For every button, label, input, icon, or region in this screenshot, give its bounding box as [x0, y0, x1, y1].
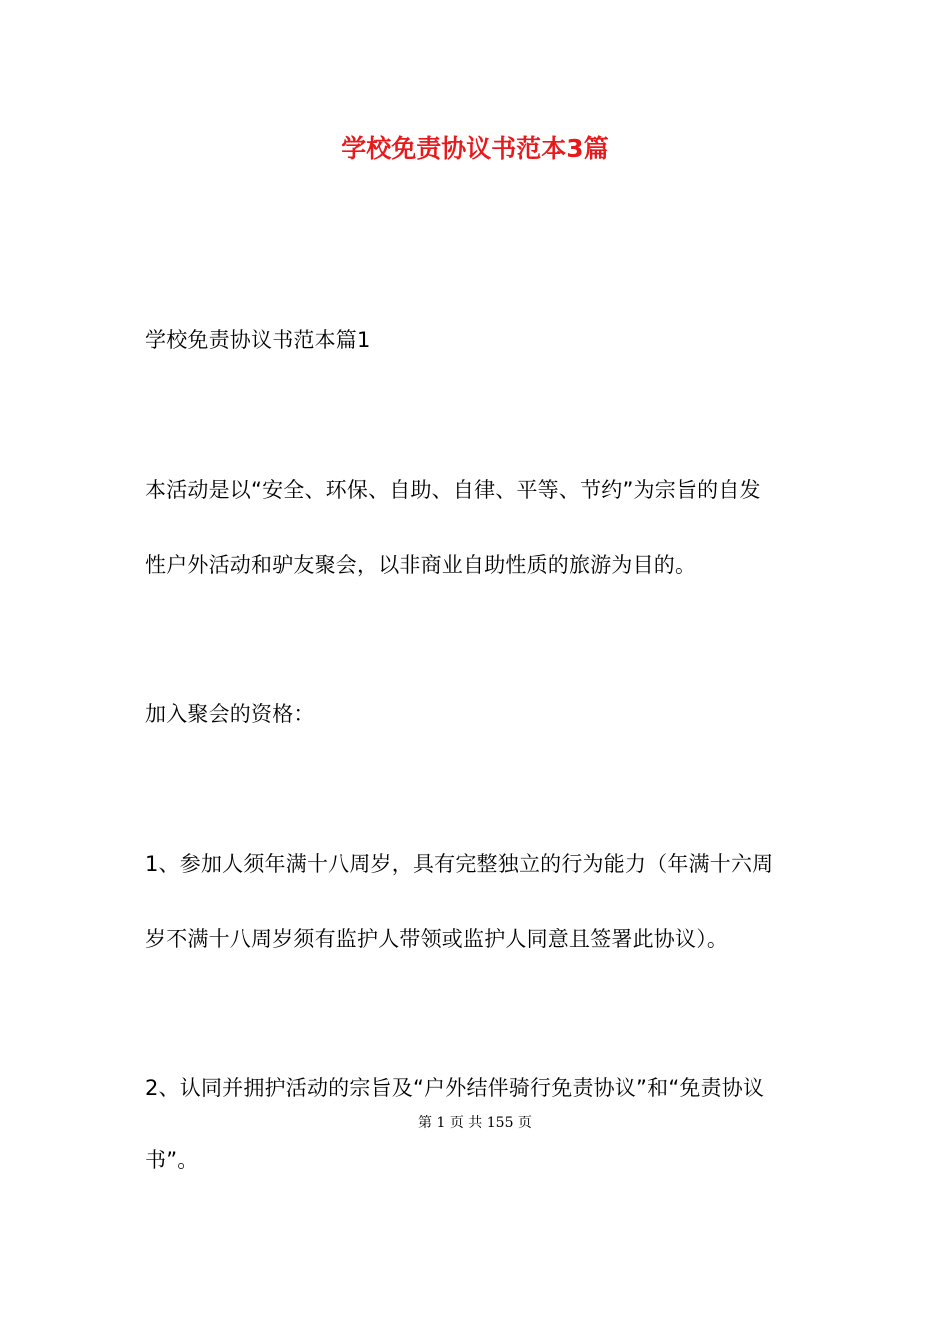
paragraph-2-line-1: 加入聚会的资格：	[145, 702, 315, 726]
paragraph-1-line-1: 本活动是以“安全、环保、自助、自律、平等、节约”为宗旨的自发	[145, 478, 761, 502]
paragraph-1-line-2: 性户外活动和驴友聚会，以非商业自助性质的旅游为目的。	[145, 553, 697, 577]
paragraph-3-line-1: 1、参加人须年满十八周岁，具有完整独立的行为能力（年满十六周	[145, 852, 774, 876]
page-footer: 第 1 页 共 155 页	[418, 1115, 532, 1131]
paragraph-4-line-1: 2、认同并拥护活动的宗旨及“户外结伴骑行免责协议”和“免责协议	[145, 1076, 765, 1100]
document-title: 学校免责协议书范本3篇	[341, 134, 609, 163]
paragraph-3-line-2: 岁不满十八周岁须有监护人带领或监护人同意且签署此协议）。	[145, 927, 729, 951]
paragraph-4-line-2: 书”。	[145, 1148, 199, 1172]
section-heading: 学校免责协议书范本篇1	[145, 328, 371, 352]
